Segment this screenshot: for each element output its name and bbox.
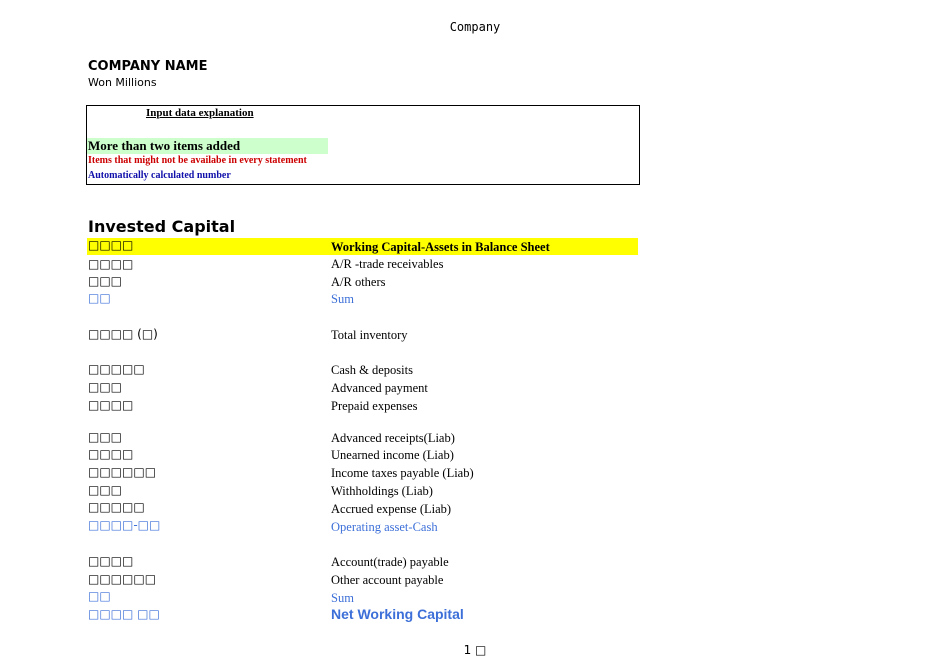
row-english-label: Sum <box>331 292 354 306</box>
row-korean-label: □□□ <box>88 274 123 288</box>
company-name: COMPANY NAME <box>88 59 208 74</box>
row-korean-label: □□□□ <box>88 447 134 461</box>
row-korean-label: □□□□-□□ <box>88 518 161 532</box>
row-korean-label: □□□□ <box>88 257 134 271</box>
legend-red-label: Items that might not be availabe in every statement <box>88 155 307 166</box>
row-korean-label: □□□ <box>88 380 123 394</box>
row-english-label: Advanced receipts(Liab) <box>331 431 455 445</box>
row-english-label: Income taxes payable (Liab) <box>331 466 474 480</box>
row-korean-label: □□□□□ <box>88 500 145 514</box>
row-korean-label: □□□ <box>88 483 123 497</box>
sheet-header: Company <box>449 20 501 34</box>
row-english-label: Sum <box>331 591 354 605</box>
page-number: 1 □ <box>463 643 487 657</box>
row-english-label: Account(trade) payable <box>331 555 449 569</box>
row-english-label: Withholdings (Liab) <box>331 484 433 498</box>
row-english-label: A/R -trade receivables <box>331 257 444 271</box>
row-english-label: Operating asset-Cash <box>331 520 438 534</box>
legend-title: Input data explanation <box>146 107 254 119</box>
row-english-label: Unearned income (Liab) <box>331 448 454 462</box>
row-korean-label: □□□□□□ <box>88 572 157 586</box>
row-english-label: Advanced payment <box>331 381 428 395</box>
row-english-label: A/R others <box>331 275 386 289</box>
units-label: Won Millions <box>88 76 157 89</box>
legend-blue-label: Automatically calculated number <box>88 170 231 181</box>
row-english-label: Cash & deposits <box>331 363 413 377</box>
row-korean-label: □□□□ <box>88 554 134 568</box>
row-english-label: Accrued expense (Liab) <box>331 502 452 516</box>
row-korean-label: □□□□ <box>88 238 134 252</box>
row-korean-label: □□□□ (□) <box>88 327 158 341</box>
row-korean-label: □□□ <box>88 430 123 444</box>
row-english-label: Prepaid expenses <box>331 399 418 413</box>
row-english-label: Total inventory <box>331 328 408 342</box>
row-english-label: Other account payable <box>331 573 444 587</box>
net-working-capital-label: Net Working Capital <box>331 606 464 622</box>
row-korean-label: □□□□ <box>88 398 134 412</box>
row-korean-label: □□ <box>88 291 111 305</box>
row-korean-label: □□□□ □□ <box>88 607 160 621</box>
row-korean-label: □□□□□□ <box>88 465 157 479</box>
row-korean-label: □□□□□ <box>88 362 145 376</box>
row-english-label: Working Capital-Assets in Balance Sheet <box>331 240 550 254</box>
legend-green-label: More than two items added <box>88 138 241 153</box>
row-korean-label: □□ <box>88 589 111 603</box>
section-title: Invested Capital <box>88 217 236 236</box>
